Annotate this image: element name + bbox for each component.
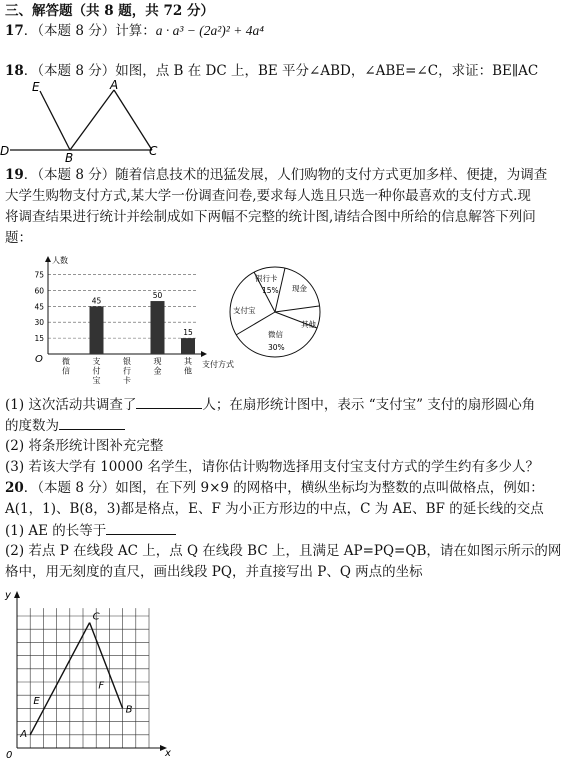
y-tick-label: 45 (34, 302, 44, 312)
q19-sub3: (3) 若该大学有 10000 名学生，请你估计购物选择用支付宝支付方式的学生约有多少人？ (5, 459, 539, 475)
pie-label-alipay: 支付宝 (233, 306, 256, 315)
x-axis-label: 支付方式 (202, 360, 234, 369)
x-category-label: 支付宝 (92, 357, 101, 385)
line-ac (114, 90, 152, 150)
label-e: E (32, 80, 40, 94)
coordinate-grid-figure (0, 588, 185, 762)
q19-sub2: (2) 将条形统计图补充完整 (5, 438, 164, 454)
point-f-label: F (98, 680, 105, 692)
q18-figure (0, 78, 180, 164)
q19-number: 19 (5, 167, 24, 183)
point-a-label: A (20, 728, 28, 740)
q20-sub1-text: (1) AE 的长等于 (5, 523, 107, 539)
bar (151, 301, 165, 354)
bar (181, 338, 195, 354)
bar-chart-categories (62, 356, 193, 385)
q19-sub1-cont (5, 416, 125, 435)
section-header: 三、解答题（共 8 题，共 72 分） (5, 3, 214, 19)
y-tick-label: 15 (34, 334, 44, 344)
pie-label-cash: 现金 (292, 284, 307, 293)
line-ab (70, 90, 114, 150)
q19-text-3: 将调查结果进行统计并绘制成如下两幅不完整的统计图,请结合图中所给的信息解答下列问 (5, 209, 536, 225)
pie-label-bankcard: 银行卡 (255, 274, 278, 283)
q19-text-4: 题： (5, 230, 32, 246)
grid-y-arrow (14, 591, 20, 598)
x-axis-arrow (201, 351, 207, 357)
y-tick-label: 30 (34, 318, 44, 328)
origin-label: O (35, 354, 43, 365)
bar-data-label: 50 (152, 291, 163, 301)
q17-expression: a · a³ − (2a²)² + 4a⁴ (155, 23, 264, 38)
bar-data-label: 15 (183, 328, 193, 338)
pie-chart (225, 262, 335, 372)
q19-sub1-a: (1) 这次活动共调查了 (5, 397, 137, 413)
y-axis-arrow (45, 256, 51, 262)
bar-data-label: 45 (91, 296, 102, 306)
q19-sub1 (5, 395, 535, 414)
point-b-label: B (125, 704, 133, 716)
question-20-line-1 (5, 479, 544, 497)
label-a: A (110, 78, 119, 92)
y-tick-label: 60 (34, 286, 44, 296)
y-tick-label: 75 (34, 270, 44, 280)
bar (90, 306, 104, 354)
x-category-label: 微信 (62, 357, 70, 376)
q20-sub1 (5, 521, 176, 540)
pie-label-other: 其他 (301, 320, 316, 329)
x-category-label: 其他 (184, 357, 192, 376)
q17-text: ．（本题 8 分）计算： (23, 23, 156, 39)
q20-text-1: ．（本题 8 分）如图，在下列 9×9 的网格中，横纵坐标均为整数的点叫做格点，例如： (23, 480, 544, 496)
y-axis-label: 人数 (52, 256, 68, 265)
point-c-label: C (92, 611, 100, 623)
bar-chart (20, 252, 240, 387)
bar-chart-ticks (34, 271, 44, 344)
q20-text-2: A(1，1)、B(8，3)都是格点，E、F 为小正方形边的中点，C 为 AE、BF 的延长线的交点 (5, 501, 544, 517)
q18-number: 18 (5, 63, 24, 79)
answer-blank-1[interactable] (136, 395, 202, 409)
q19-text-1: ．（本题 8 分）随着信息技术的迅猛发展，人们购物的支付方式更加多样、便捷，为调查 (23, 167, 548, 183)
grid-origin-label: 0 (6, 750, 13, 761)
q19-sub1-c: 的度数为 (5, 418, 59, 434)
answer-blank-2[interactable] (59, 416, 125, 430)
pie-label-wechat: 微信 (268, 330, 283, 339)
line-be (40, 91, 70, 150)
q20-number: 20 (5, 480, 24, 496)
label-d: D (0, 144, 10, 158)
label-c: C (149, 144, 158, 158)
pie-pct-wechat: 30% (268, 343, 285, 352)
label-b: B (65, 151, 74, 164)
question-17 (5, 22, 264, 40)
x-category-label: 银行卡 (123, 357, 131, 385)
pie-pct-bankcard: 15% (262, 286, 279, 295)
x-category-label: 现金 (153, 357, 162, 376)
q17-number: 17 (5, 23, 24, 39)
segment-cb (90, 623, 123, 709)
q20-sub2-a: (2) 若点 P 在线段 AC 上，点 Q 在线段 BC 上，且满足 AP=PQ=QB，请在如图示所示的网 (5, 543, 562, 559)
grid-x-label: x (165, 748, 171, 759)
point-e-label: E (33, 695, 40, 707)
grid-y-label: y (5, 590, 11, 601)
q18-text: ．（本题 8 分）如图，点 B 在 DC 上，BE 平分∠ABD，∠ABE=∠C，求证：BE∥AC (23, 63, 539, 79)
q20-sub2-b: 格中，用无刻度的直尺，画出线段 PQ，并直接写出 P、Q 两点的坐标 (5, 564, 423, 580)
grid-lines (17, 608, 149, 748)
q19-text-2: 大学生购物支付方式,某大学一份调查问卷,要求每人选且只选一种你最喜欢的支付方式.现 (5, 188, 531, 204)
q19-sub1-b: 人；在扇形统计图中，表示 “支付宝” 支付的扇形圆心角 (202, 397, 536, 413)
segment-ac (30, 623, 89, 735)
answer-blank-3[interactable] (106, 521, 176, 535)
question-19-line-1 (5, 166, 547, 184)
bar-chart-grid (48, 275, 198, 339)
